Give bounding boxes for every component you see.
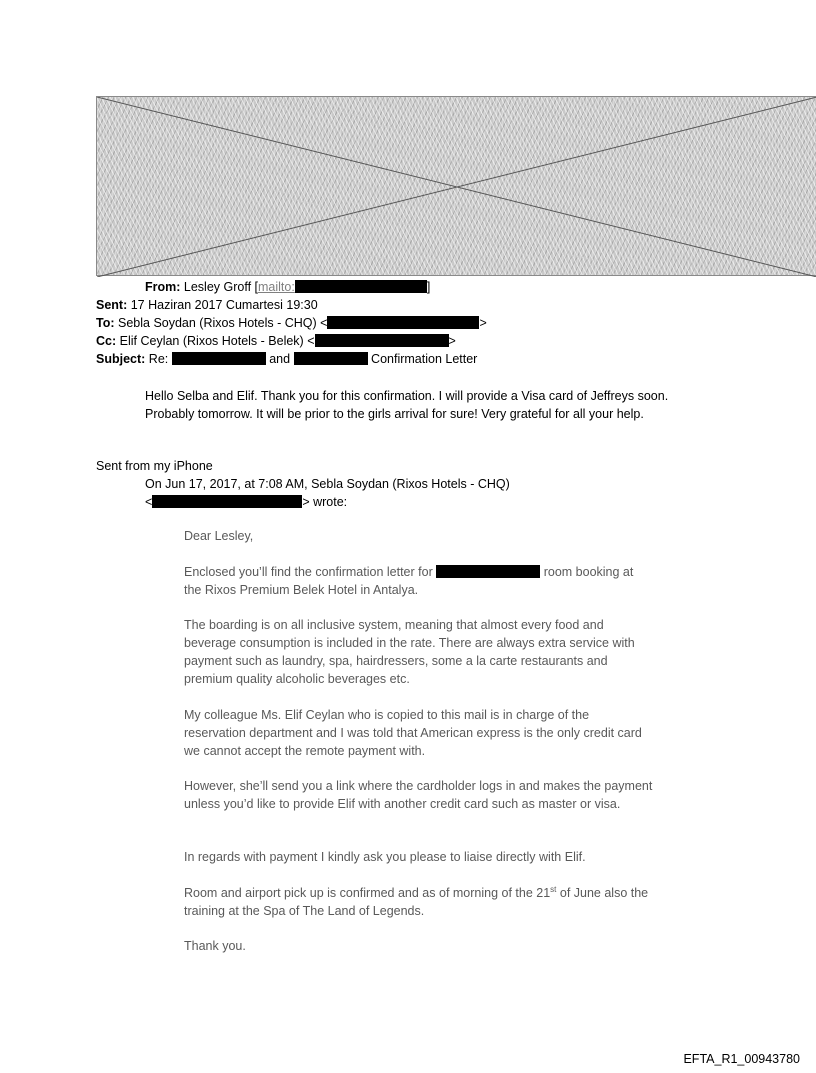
cc-line [96,333,456,349]
quoted-text: room booking at the Rixos Premium Belek Hotel in Antalya. [184,565,634,597]
quoted-paragraph-5: In regards with payment I kindly ask you please to liaise directly with Elif. [184,850,586,864]
subject-label: Subject: [96,352,146,366]
subject-suffix: Confirmation Letter [371,352,478,366]
quoted-greeting: Dear Lesley, [184,529,254,543]
redaction [152,495,302,508]
from-label: From: [145,280,181,294]
subject-prefix: Re: [148,352,169,366]
subject-line [96,351,477,367]
from-line [145,279,430,295]
redaction [315,334,449,347]
redaction [295,280,427,293]
document-id: EFTA_R1_00943780 [683,1052,800,1066]
mailto-link[interactable]: mailto: [258,280,295,294]
quoted-closing: Thank you. [184,939,246,953]
quote-intro: On Jun 17, 2017, at 7:08 AM, Sebla Soydan (Rixos Hotels - CHQ) [145,477,510,491]
cc-label: Cc: [96,334,117,348]
redaction [294,352,368,365]
signature: Sent from my iPhone [96,459,213,473]
bracket: > [448,334,456,348]
bracket: < [145,495,153,509]
redaction [327,316,479,329]
quote-wrote: > wrote: [302,495,348,509]
to-line [96,315,487,331]
bracket: ] [426,280,431,294]
quoted-paragraph-6 [184,884,654,920]
cc-value: Elif Ceylan (Rixos Hotels - Belek) < [119,334,315,348]
sent-label: Sent: [96,298,128,312]
quote-address-line [145,494,347,510]
quoted-text: of June also the training at the Spa of The Land of Legends. [184,886,649,918]
quoted-paragraph-4: However, she’ll send you a link where the cardholder logs in and makes the payment unless you’d like to provide Elif with another credit card such as master or visa. [184,779,653,811]
quoted-paragraph-3: My colleague Ms. Elif Ceylan who is copied to this mail is in charge of the reservation department and I was told that American express is the only credit card we cannot accept the remote payment with. [184,708,642,758]
sent-value: 17 Haziran 2017 Cumartesi 19:30 [130,298,318,312]
to-label: To: [96,316,115,330]
quoted-paragraph-2: The boarding is on all inclusive system, meaning that almost every food and beverage consumption is included in the rate. There are always extra service with payment such as laundry, spa, hairdressers, some a la carte restaurants and premium quality alcoholic beverages etc. [184,618,635,686]
bracket: > [479,316,487,330]
image-placeholder [96,96,816,276]
redaction [436,565,540,578]
sent-line [96,297,318,313]
reply-body: Hello Selba and Elif. Thank you for this confirmation. I will provide a Visa card of Jeffreys soon. Probably tomorrow. It will be prior to the girls arrival for sure! Very grateful for all your help. [145,389,669,421]
subject-and: and [269,352,291,366]
quoted-text: Room and airport pick up is confirmed and as of morning of the 21 [184,886,551,900]
from-value: Lesley Groff [ [183,280,259,294]
quoted-text: Enclosed you’ll find the confirmation letter for [184,565,433,579]
placeholder-cross-icon [97,97,816,277]
quoted-paragraph-1 [184,563,654,599]
redaction [172,352,266,365]
superscript: st [550,884,557,894]
to-value: Sebla Soydan (Rixos Hotels - CHQ) < [118,316,328,330]
